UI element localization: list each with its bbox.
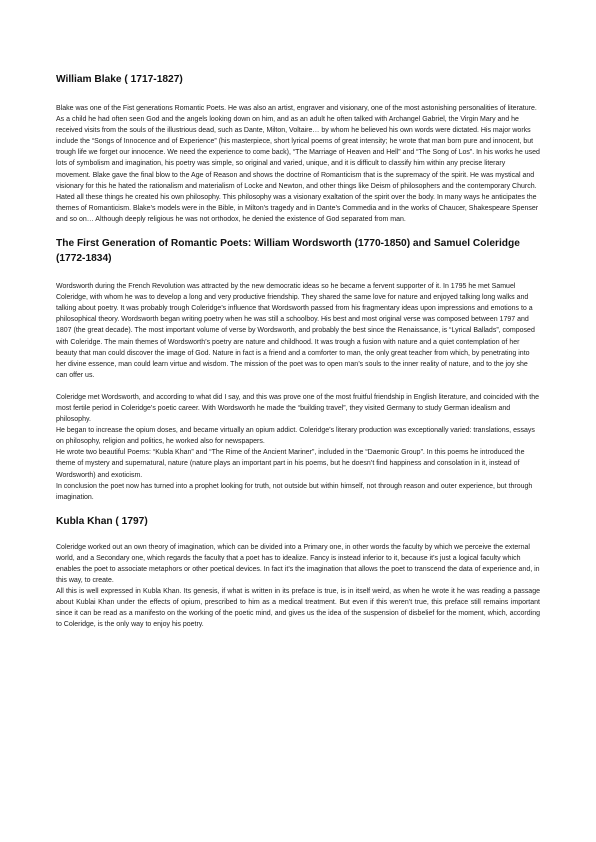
- paragraph-blake: Blake was one of the Fist generations Romantic Poets. He was also an artist, engraver and visionary, one of the most astonishing personalities of literature. As a child he had often seen God and the angels looking down on him, and as an adult he often talked with Archangel Gabriel, the Virgin Mary and he received visits from the souls of the illustrious dead, such as Dante, Milton, Voltaire… by whom he believed his own words were dictated. His major works include the “Songs of Innocence and of Experience” (his masterpiece, short lyrical poems of great intensity; he wrote that man born pure and innocent, but trough life we forget our innocence. We need the experience to come back), “The Marriage of Heaven and Hell” and “The Song of Los”. In his works he used lots of symbolism and imagination, his poetry was simple, so original and varied, unique, and it is difficult to classify him within any precise literary movement. Blake gave the final blow to the Age of Reason and shows the doctrine of Romanticism that is the supremacy of the spirit. He was mystical and visionary for this he hated the rationalism and materialism of Locke and Newton, and other things like Deism of philosophers and the contemporary Church. Hated all these things he created his own philosophy. This philosophy was a visionary exaltation of the spirit over the body. In many ways he anticipates the themes of Romanticism. Blake’s models were in the Bible, in Milton’s tragedy and in Dante’s Commedia and in the works of Chaucer, Shakespeare Spenser and so on… Although deeply religious he was not orthodox, he denied the existence of God separated from man.: [56, 105, 540, 223]
- paragraph-wordsworth: Wordsworth during the French Revolution was attracted by the new democratic ideas so he became a fervent supporter of it. In 1795 he met Samuel Coleridge, with whom he was to develop a long and very productive friendship. They shared the same love for nature and enjoyed talking long walks and talking about poetry. It was probably trough Coleridge’s influence that Wordsworth passed from his fragmentary ideas upon impressions and emotions to a philosophical theory. Wordsworth began writing poetry when he was still a schoolboy. His best and most original verse was composed between 1797 and 1807 (the great decade). The most important volume of verse by Wordsworth, and probably the best since the Renaissance, is “Lyrical Ballads”, composed with Coleridge. The main themes of Wordsworth’s poetry are nature and childhood. It was trough a fusion with nature and a quiet contemplation of her beauty that man could discover the image of God. Nature in fact is a friend and a comforter to man, the only great teacher from which, by penetrating into her divine essence, man could learn virtue and wisdom. The mission of the poet was to open man’s souls to the inner reality of nature, and to the joy she can offer us.: [56, 283, 535, 379]
- paragraph-coleridge: Coleridge met Wordsworth, and according to what did I say, and this was prove one of the most fruitful friendship in English literature, and coincided with the most fertile period in Coleridge’s poetic career. With Wordsworth he made the “building travel”, they visited Germany to study German idealism and philosophy. He began to increase the opium doses, and became virtually an opium addict. Coleridge’s literary production was exceptionally varied: translations, essays on philosophy, religion and politics, he worked also for newspapers. He wrote two beautiful Poems: “Kubla Khan” and “The Rime of the Ancient Mariner”, included in the “Daemonic Group”. In this poems he introduced the theme of mystery and supernatural, nature (nature plays an important part in his poems, but he doesn’t find happiness and consolation in it, instead of Wordsworth) and exoticism. In conclusion the poet now has turned into a prophet looking for truth, not outside but within himself, not through reason and outer experience, but through imagination.: [56, 393, 539, 501]
- section-heading-kubla-khan: Kubla Khan ( 1797): [56, 515, 148, 527]
- paragraph-imagination-theory: Coleridge worked out an own theory of imagination, which can be divided into a Primary one, in other words the faculty by which we perceive the external world, and a Secondary one, which regards the faculty that a poet has to idealize. Fancy is instead inferior to it, because it’s just a logical faculty which enables the poet to associate metaphors or other poetical devices. In fact it’s the imagination that allows the poet to transcend the data of experience and, in this way, to create.: [56, 543, 540, 585]
- paragraph-kubla-khan-genesis: All this is well expressed in Kubla Khan. Its genesis, if what is written in its preface is true, is in itself weird, as when he wrote it he was reading a passage about Kublai Khan under the effects of opium, prescribed to him as a medical treatment. But even if this weren’t true, this preface still remains important since it can be read as a manifesto on the working of the poetic mind, and gives us the idea of the suspension of disbelief for the moment, which, according to Coleridge, is the only way to enjoy his poetry.: [56, 588, 540, 629]
- section-heading-first-generation: The First Generation of Romantic Poets: William Wordsworth (1770-1850) and Samuel Coleridge (1772-1834): [56, 238, 520, 265]
- section-heading-blake: William Blake ( 1717-1827): [56, 74, 183, 85]
